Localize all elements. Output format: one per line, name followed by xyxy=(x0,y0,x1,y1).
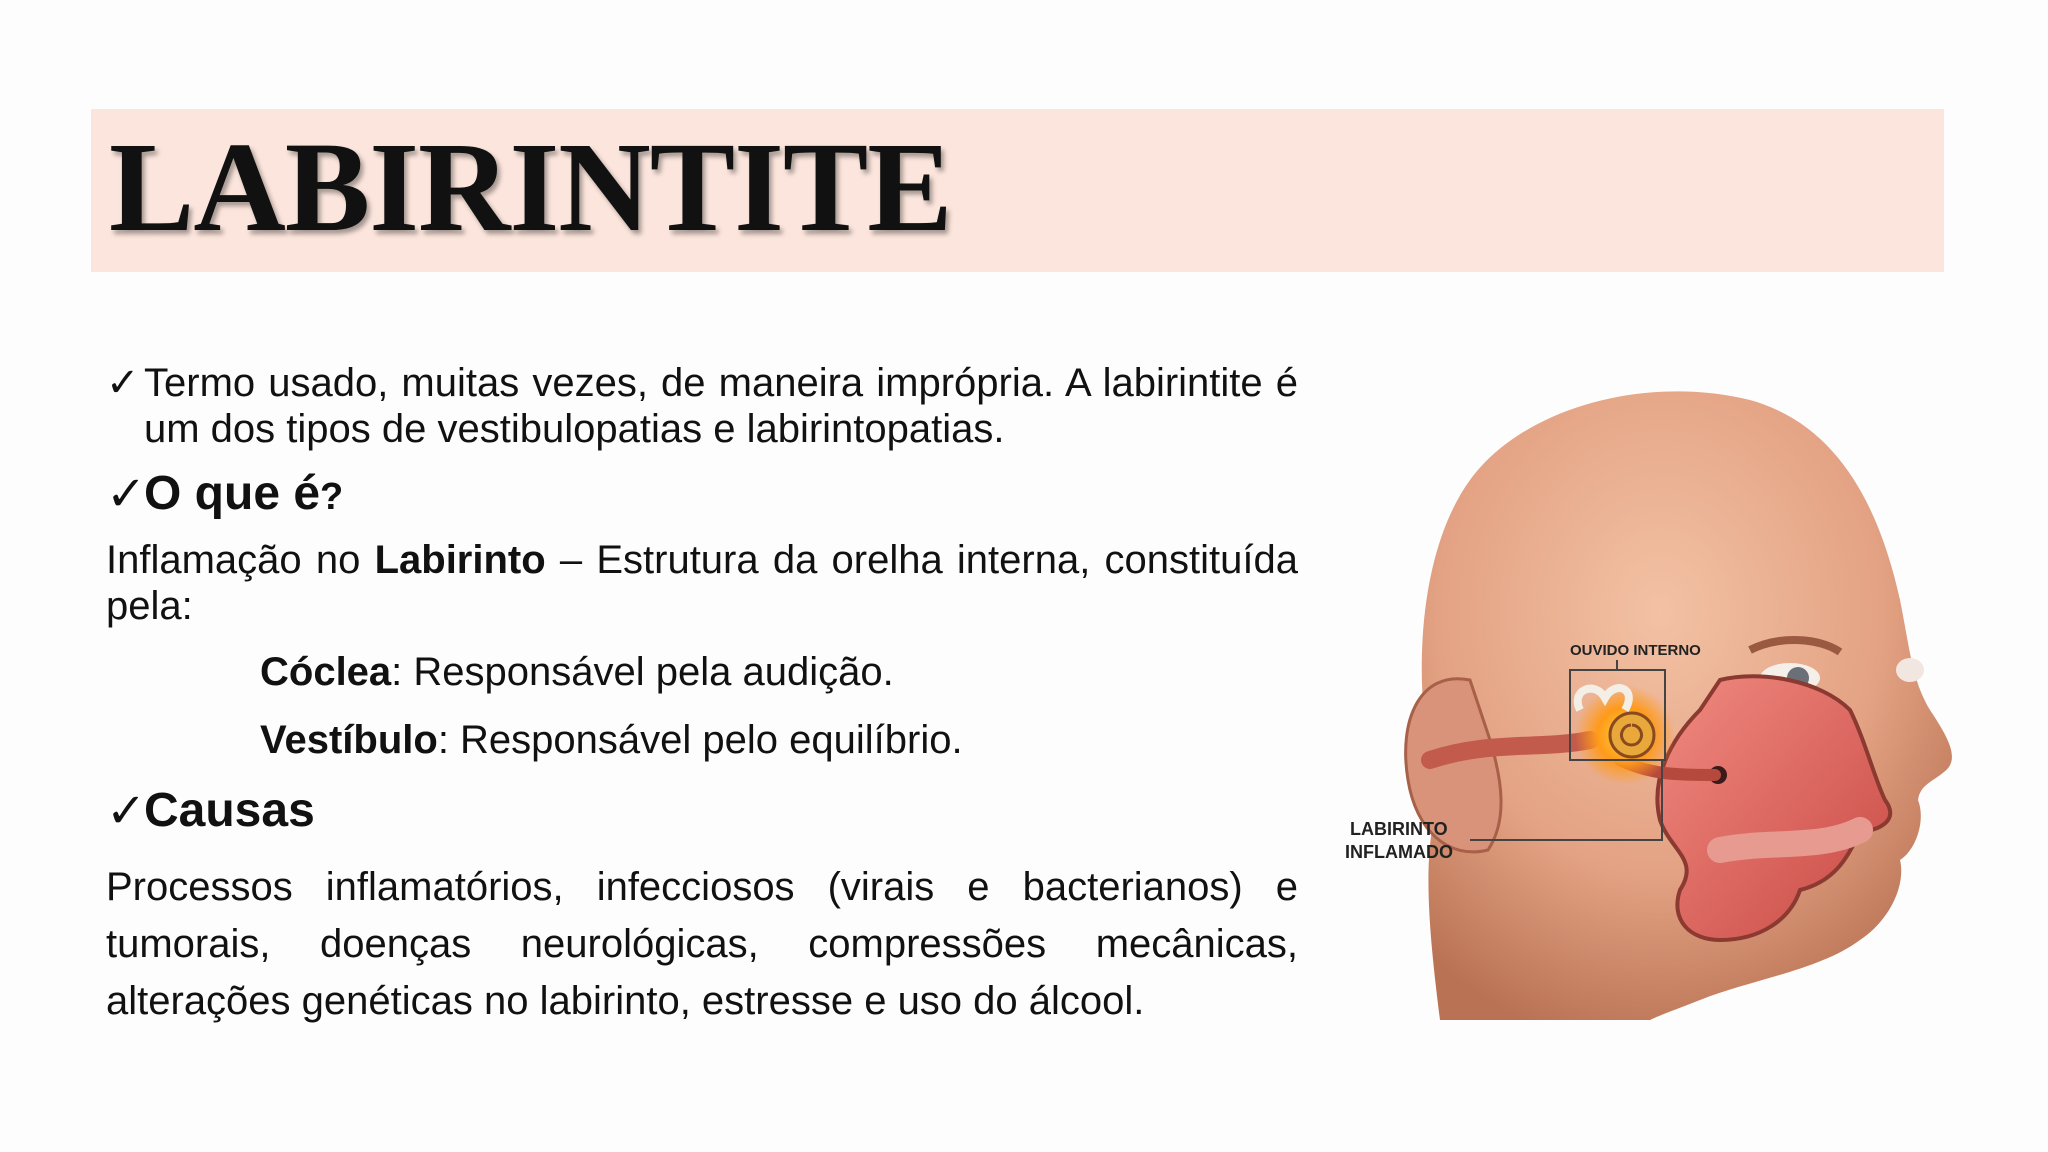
part-desc: : Responsável pelo equilíbrio. xyxy=(437,718,963,762)
slide-title: LABIRINTITE xyxy=(109,116,952,258)
causes-heading xyxy=(106,783,1298,839)
what-is-heading xyxy=(106,466,1298,525)
part-term: Cóclea xyxy=(260,650,392,694)
label-inflamed-2: INFLAMADO xyxy=(1345,842,1453,862)
intro-text: Termo usado, muitas vezes, de maneira imprópria. A labirintite é um dos tipos de vestibulopatias e labirintopatias. xyxy=(144,361,1298,451)
check-icon: ✓ xyxy=(106,783,147,839)
what-is-question-mark: ? xyxy=(320,476,344,518)
part-term: Vestíbulo xyxy=(260,718,438,762)
head-ear-illustration-svg xyxy=(1320,380,1960,1020)
label-inflamed-1: LABIRINTO xyxy=(1350,819,1448,839)
part-vestibule xyxy=(106,717,1298,763)
part-desc: : Responsável pela audição. xyxy=(391,650,894,694)
what-is-heading-text: O que é xyxy=(144,467,321,520)
definition-prefix: Inflamação no xyxy=(106,538,375,582)
causes-text: Processos inflamatórios, infecciosos (virais e bacterianos) e tumorais, doenças neurológicas, compressões mecânicas, alterações genéticas no labirinto, estresse e uso do álcool. xyxy=(106,865,1298,1023)
check-icon: ✓ xyxy=(106,360,140,406)
title-band xyxy=(91,109,1944,272)
part-cochlea xyxy=(106,649,1298,695)
head-ear-illustration xyxy=(1320,380,1960,1020)
label-inner-ear: OUVIDO INTERNO xyxy=(1570,642,1701,659)
content-column xyxy=(106,360,1298,1030)
causes-heading-text: Causas xyxy=(144,784,315,837)
check-icon: ✓ xyxy=(106,466,147,522)
definition-suffix: – Estrutura da orelha interna, constituída pela: xyxy=(106,538,1298,628)
definition-term: Labirinto xyxy=(374,538,546,582)
cochlea-shape xyxy=(1610,713,1654,757)
intro-bullet xyxy=(106,360,1298,452)
eye-shape-far xyxy=(1896,658,1924,682)
definition-paragraph xyxy=(106,537,1298,629)
